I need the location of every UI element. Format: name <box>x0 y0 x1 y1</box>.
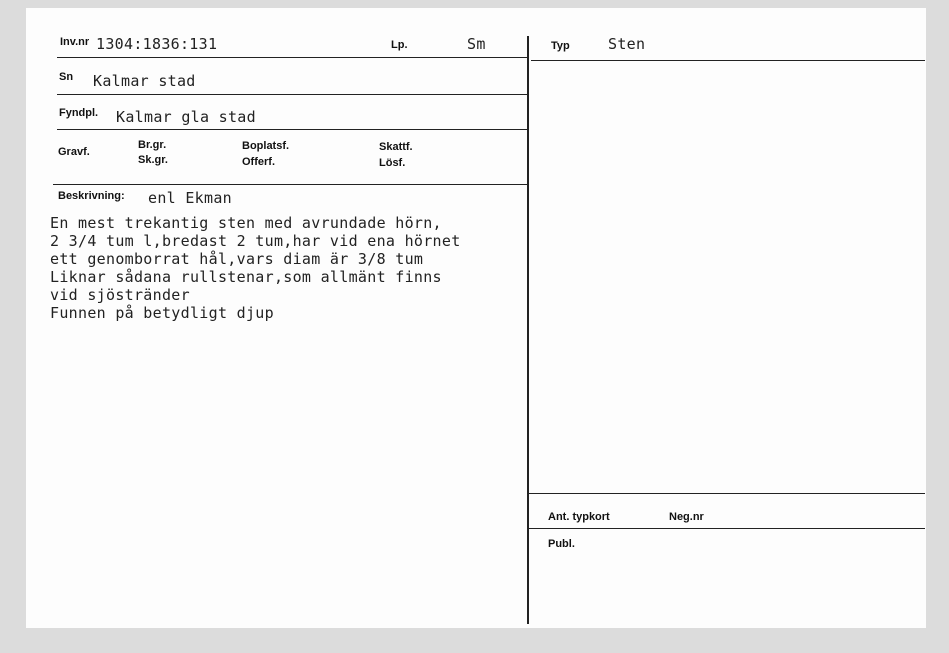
sn-label: Sn <box>59 71 74 83</box>
sn-value: Kalmar stad <box>93 72 196 90</box>
description-line: ett genomborrat hål,vars diam är 3/8 tum <box>50 250 424 268</box>
divider-sn <box>57 94 528 95</box>
beskrivning-label: Beskrivning: <box>58 190 125 202</box>
catalog-card <box>26 8 926 628</box>
beskrivning-value: enl Ekman <box>148 189 232 207</box>
divider-publ <box>529 528 925 529</box>
vertical-divider <box>527 36 529 624</box>
description-line: 2 3/4 tum l,bredast 2 tum,har vid ena hörnet <box>50 232 461 250</box>
description-line: Liknar sådana rullstenar,som allmänt finns <box>50 268 442 286</box>
divider-typ <box>531 60 925 61</box>
fyndpl-label: Fyndpl. <box>59 107 99 119</box>
lp-label: Lp. <box>391 39 408 51</box>
description-line: Funnen på betydligt djup <box>50 304 274 322</box>
divider-ant-typkort <box>529 493 925 494</box>
inv-nr-label: Inv.nr <box>60 36 90 48</box>
lp-value: Sm <box>467 35 486 53</box>
brgr-label: Br.gr. <box>138 139 167 151</box>
publ-label: Publ. <box>548 538 575 550</box>
inv-nr-value: 1304:1836:131 <box>96 35 218 53</box>
losf-label: Lösf. <box>379 157 406 169</box>
divider-grav <box>53 184 528 185</box>
gravf-label: Gravf. <box>58 146 90 158</box>
skattf-label: Skattf. <box>379 141 413 153</box>
ant-typkort-label: Ant. typkort <box>548 511 610 523</box>
skgr-label: Sk.gr. <box>138 154 168 166</box>
fyndpl-value: Kalmar gla stad <box>116 108 256 126</box>
offerf-label: Offerf. <box>242 156 275 168</box>
description-line: En mest trekantig sten med avrundade hörn, <box>50 214 442 232</box>
description-text <box>50 214 530 322</box>
divider-fyndpl <box>57 129 528 130</box>
typ-value: Sten <box>608 35 646 53</box>
boplatsf-label: Boplatsf. <box>242 140 290 152</box>
typ-label: Typ <box>551 40 570 52</box>
divider-inv <box>57 57 528 58</box>
description-line: vid sjöstränder <box>50 286 190 304</box>
neg-nr-label: Neg.nr <box>669 511 704 523</box>
